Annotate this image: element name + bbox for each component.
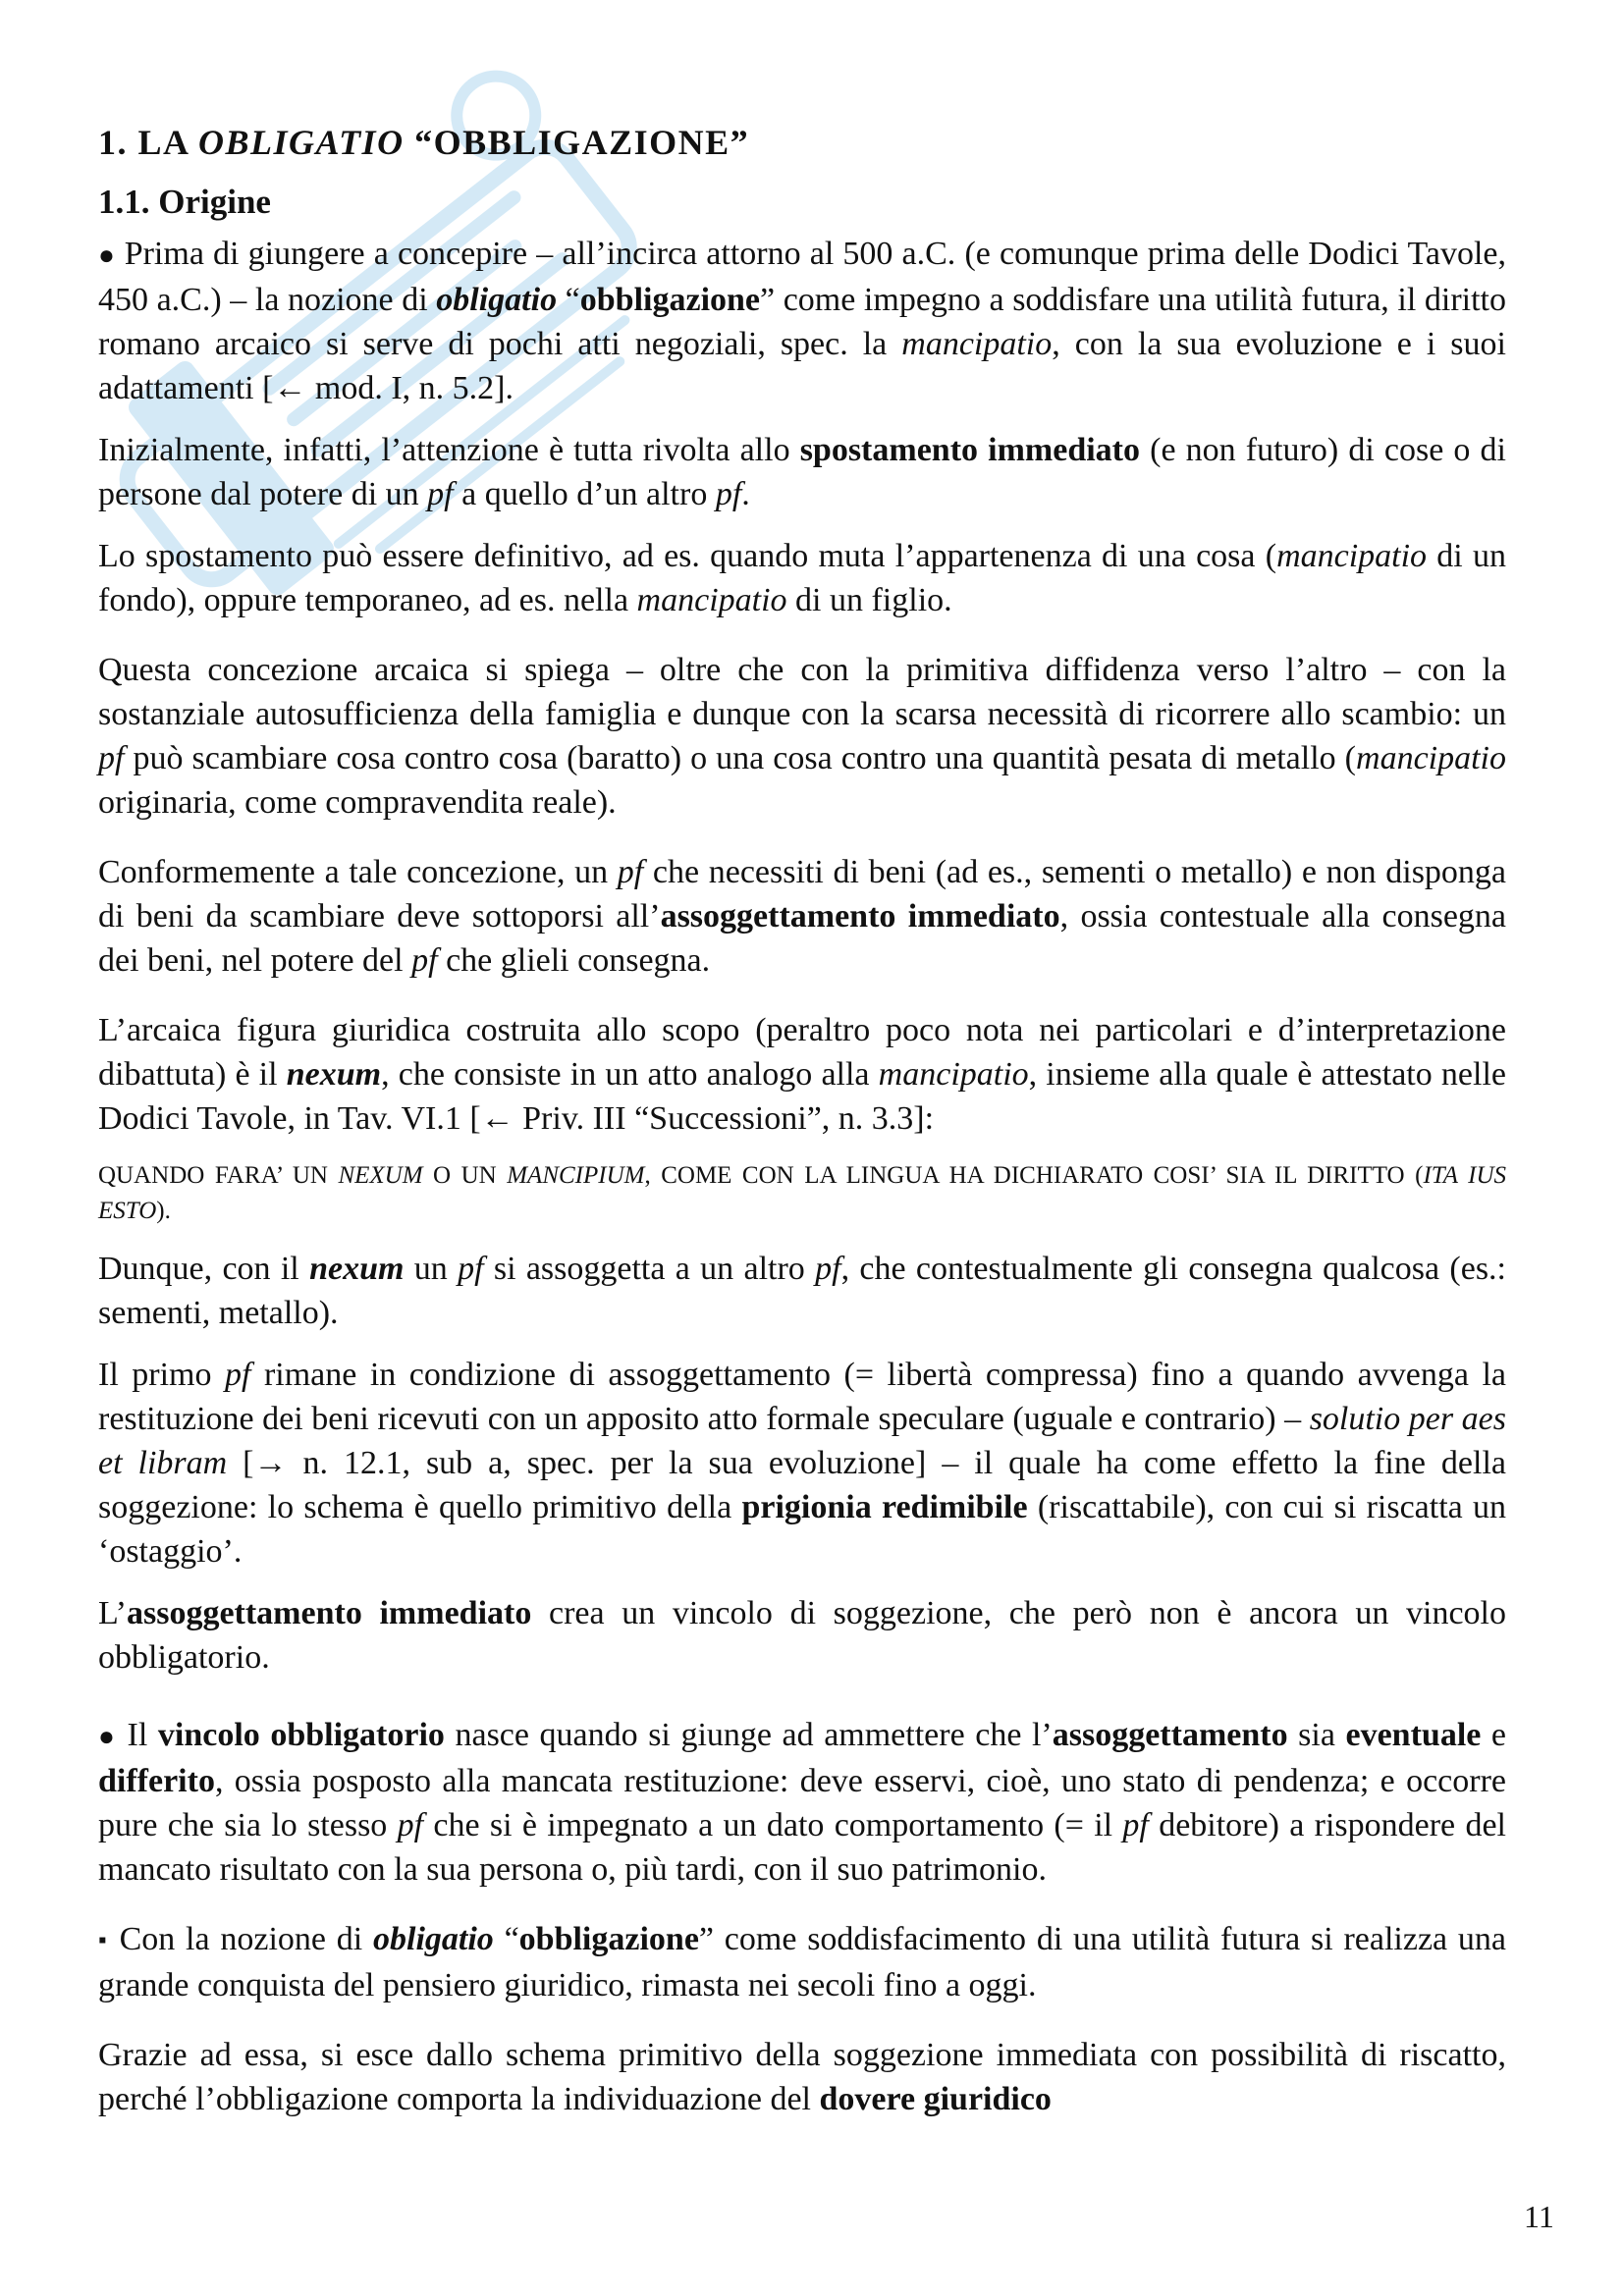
paragraph: L’assoggettamento immediato crea un vincolo di soggezione, che però non è ancora un vincolo obbligatorio. [98, 1595, 1507, 1676]
law-quotation: QUANDO FARA’ UN NEXUM O UN MANCIPIUM, COME CON LA LINGUA HA DICHIARATO COSI’ SIA IL DIRITTO (ITA IUS ESTO). [98, 1162, 1507, 1224]
paragraph: Grazie ad essa, si esce dallo schema primitivo della soggezione immediata con possibilità di riscatto, perché l’obbligazione comporta la individuazione del dovere giuridico [98, 2037, 1506, 2117]
paragraph: ▪ Con la nozione di obligatio “obbligazione” come soddisfacimento di una utilità futura si realizza una grande conquista del pensiero giuridico, rimasta nei secoli fino a oggi. [98, 1921, 1506, 2003]
section-heading: 1. LA OBLIGATIO “OBBLIGAZIONE” [98, 123, 750, 162]
paragraph: Inizialmente, infatti, l’attenzione è tutta rivolta allo spostamento immediato (e non futuro) di cose o di persone dal potere di un pf a quello d’un altro pf. [98, 432, 1506, 512]
paragraph: Lo spostamento può essere definitivo, ad es. quando muta l’appartenenza di una cosa (mancipatio di un fondo), oppure temporaneo, ad es. nella mancipatio di un figlio. [98, 538, 1506, 618]
document-page [98, 108, 1506, 2139]
paragraph: ● Prima di giungere a concepire – all’incirca attorno al 500 a.C. (e comunque prima delle Dodici Tavole, 450 a.C.) – la nozione di obligatio “obbligazione” come impegno a soddisfare una utilità futura, il diritto romano arcaico si serve di pochi atti negoziali, spec. la mancipatio, con la sua evoluzione e i suoi adattamenti [← mod. I, n. 5.2]. [98, 236, 1506, 406]
paragraph: Il primo pf rimane in condizione di assoggettamento (= libertà compressa) fino a quando avvenga la restituzione dei beni ricevuti con un apposito atto formale speculare (uguale e contrario) – solutio per aes et libram [→ n. 12.1, sub a, spec. per la sua evoluzione] – il quale ha come effetto la fine della soggezione: lo schema è quello primitivo della prigionia redimibile (riscattabile), con cui si riscatta un ‘ostaggio’. [98, 1357, 1507, 1570]
page-number: 11 [1524, 2199, 1554, 2234]
paragraph: Questa concezione arcaica si spiega – oltre che con la primitiva diffidenza verso l’altro – con la sostanziale autosufficienza della famiglia e dunque con la scarsa necessità di ricorrere allo scambio: un pf può scambiare cosa contro cosa (baratto) o una cosa contro una quantità pesata di metallo (mancipatio originaria, come compravendita reale). [98, 652, 1506, 821]
paragraph: Dunque, con il nexum un pf si assoggetta a un altro pf, che contestualmente gli consegna qualcosa (es.: sementi, metallo). [98, 1251, 1507, 1331]
paragraph: ● Il vincolo obbligatorio nasce quando si giunge ad ammettere che l’assoggettamento sia eventuale e differito, ossia posposto alla mancata restituzione: deve esservi, cioè, uno stato di pendenza; e occorre pure che sia lo stesso pf che si è impegnato a un dato comportamento (= il pf debitore) a rispondere del mancato risultato con la sua persona o, più tardi, con il suo patrimonio. [98, 1717, 1507, 1888]
square-bullet-icon: ▪ [98, 1928, 109, 1953]
subsection-heading: 1.1. Origine [98, 183, 271, 221]
paragraph: L’arcaica figura giuridica costruita allo scopo (peraltro poco nota nei particolari e d’interpretazione dibattuta) è il nexum, che consiste in un atto analogo alla mancipatio, insieme alla quale è attestato nelle Dodici Tavole, in Tav. VI.1 [← Priv. III “Successioni”, n. 3.3]: [98, 1012, 1506, 1137]
bullet-icon: ● [98, 1722, 117, 1752]
paragraph: Conformemente a tale concezione, un pf che necessiti di beni (ad es., sementi o metallo) e non disponga di beni da scambiare deve sottoporsi all’assoggettamento immediato, ossia contestuale alla consegna dei beni, nel potere del pf che glieli consegna. [98, 854, 1507, 979]
bullet-icon: ● [98, 240, 116, 271]
